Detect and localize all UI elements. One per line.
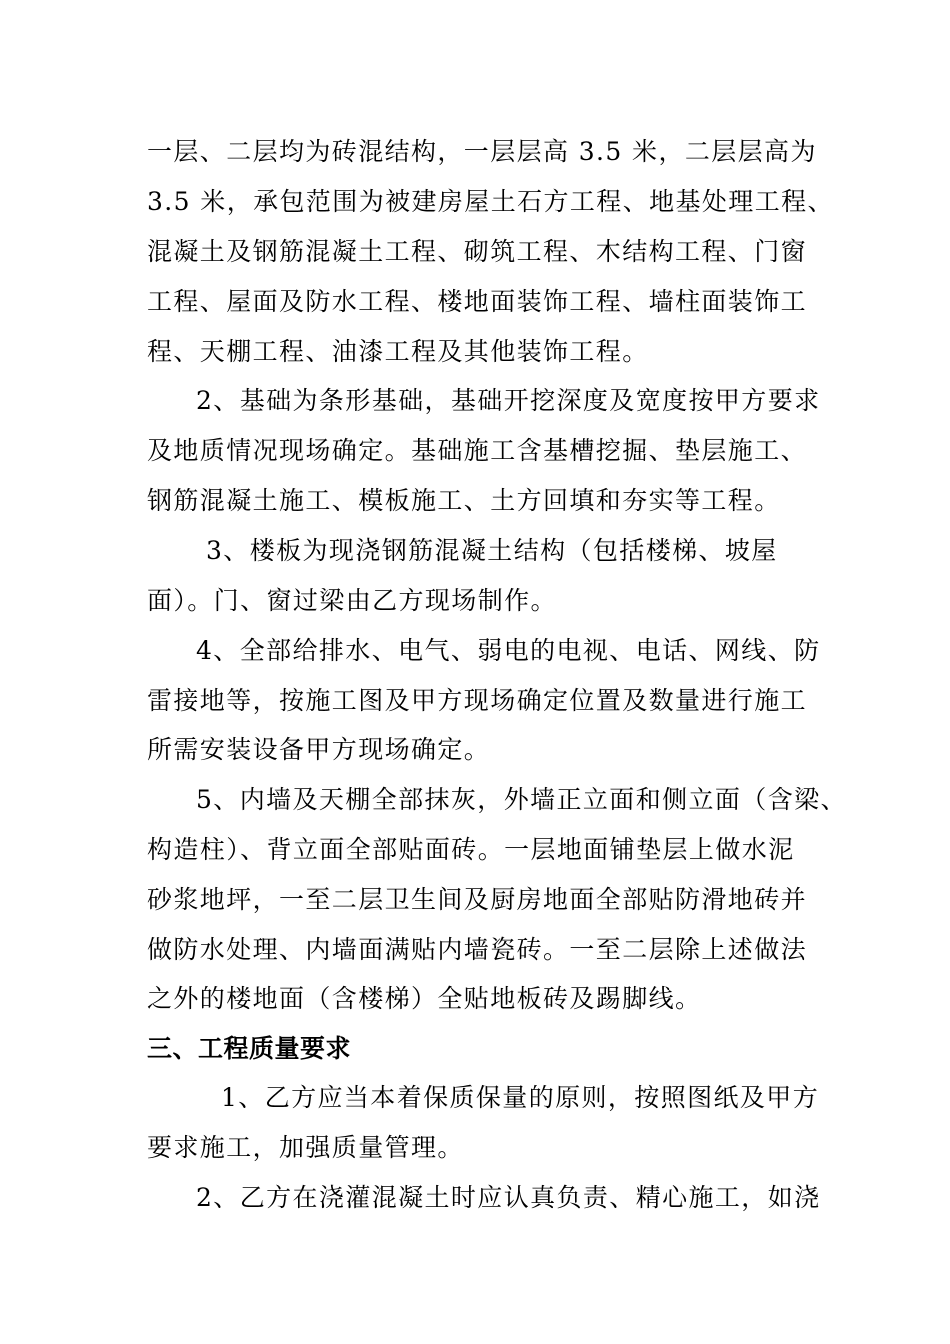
paragraph-line: 钢筋混凝土施工、模板施工、土方回填和夯实等工程。 [147,486,781,515]
paragraph-line: 3、楼板为现浇钢筋混凝土结构（包括楼梯、坡屋 [206,536,778,565]
paragraph-line: 及地质情况现场确定。基础施工含基槽挖掘、垫层施工、 [147,436,808,465]
paragraph-line: 面）。门、窗过梁由乙方现场制作。 [147,586,557,615]
paragraph-line: 所需安装设备甲方现场确定。 [147,735,491,764]
paragraph-line: 之外的楼地面（含楼梯）全贴地板砖及踢脚线。 [147,984,702,1013]
paragraph-line: 要求施工，加强质量管理。 [147,1133,464,1162]
paragraph-line: 混凝土及钢筋混凝土工程、砌筑工程、木结构工程、门窗 [147,237,808,266]
paragraph-line: 3.5 米，承包范围为被建房屋土石方工程、地基处理工程、 [147,187,834,216]
paragraph-line: 一层、二层均为砖混结构，一层层高 3.5 米，二层层高为 [147,137,817,166]
section-heading: 三、工程质量要求 [147,1034,352,1063]
paragraph-line: 砂浆地坪，一至二层卫生间及厨房地面全部贴防滑地砖并 [147,885,808,914]
paragraph-line: 5、内墙及天棚全部抹灰，外墙正立面和侧立面（含梁、 [196,785,847,814]
paragraph-line: 雷接地等，按施工图及甲方现场确定位置及数量进行施工 [147,686,808,715]
paragraph-line: 2、基础为条形基础，基础开挖深度及宽度按甲方要求 [196,386,821,415]
paragraph-line: 程、天棚工程、油漆工程及其他装饰工程。 [147,337,649,366]
paragraph-line: 1、乙方应当本着保质保量的原则，按照图纸及甲方 [221,1083,820,1112]
paragraph-line: 工程、屋面及防水工程、楼地面装饰工程、墙柱面装饰工 [147,287,808,316]
paragraph-line: 做防水处理、内墙面满贴内墙瓷砖。一至二层除上述做法 [147,935,808,964]
paragraph-line: 4、全部给排水、电气、弱电的电视、电话、网线、防 [196,636,821,665]
paragraph-line: 2、乙方在浇灌混凝土时应认真负责、精心施工，如浇 [196,1183,821,1212]
paragraph-line: 构造柱）、背立面全部贴面砖。一层地面铺垫层上做水泥 [147,835,795,864]
